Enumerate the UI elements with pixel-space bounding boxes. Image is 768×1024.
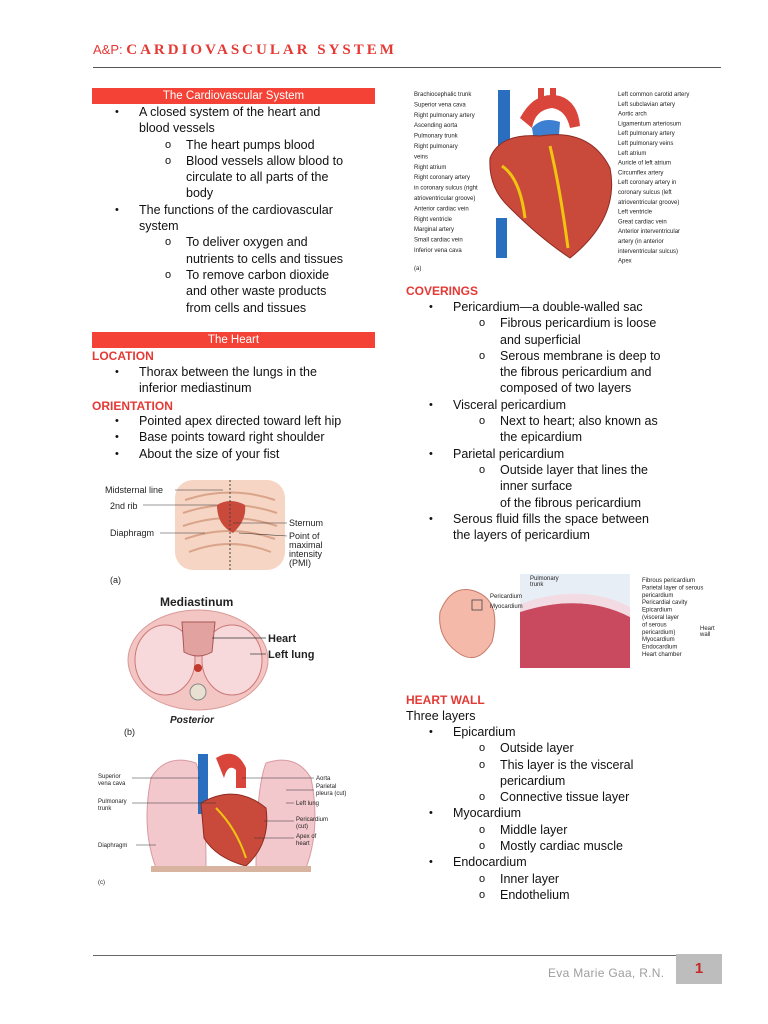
pericardium-label: of serous	[642, 622, 667, 629]
label-pmi-4: (PMI)	[289, 558, 311, 568]
label-pulm-trunk-2: trunk	[98, 806, 112, 812]
heart-left-label: Right coronary artery	[414, 175, 471, 182]
label-pmi-1: Point of	[289, 531, 320, 541]
list-item: blood vessels	[139, 121, 215, 136]
list-item: • Pericardium—a double-walled sac	[406, 299, 726, 315]
heart-wall-heading: HEART WALL	[406, 693, 485, 707]
label-midsternal: Midsternal line	[105, 485, 164, 495]
list-item: o Blood vessels allow blood to	[92, 153, 392, 169]
label-left-lung: Left lung	[296, 801, 320, 807]
aorta-vessel	[216, 754, 246, 788]
heart-right-label: Ligamentum arteriosum	[618, 121, 682, 128]
heart-left-label: veins	[414, 154, 429, 161]
list-item: the epicardium	[500, 430, 582, 445]
list-item: the fibrous pericardium and	[500, 365, 652, 380]
label-diaphragm: Diaphragm	[98, 843, 128, 849]
label-pericardium-1: Pericardium	[296, 817, 329, 823]
heart-left-label: Ascending aorta	[414, 123, 458, 130]
label-apex-1: Apex of	[296, 834, 317, 840]
heart-right-label: Left pulmonary veins	[618, 141, 674, 147]
list-item: of the fibrous pericardium	[500, 495, 642, 510]
heart-fig-tag: (a)	[414, 266, 422, 272]
heart-left-label: Anterior cardiac vein	[414, 206, 469, 213]
pericardium-label: Endocardium	[642, 644, 678, 651]
fig-b-tag: (b)	[124, 727, 135, 737]
list-item: o Serous membrane is deep to	[406, 348, 726, 364]
heart-left-label: Right pulmonary	[414, 144, 458, 150]
list-item: o Next to heart; also known as	[406, 413, 726, 429]
label-heart-wall-2: wall	[700, 632, 711, 638]
label-svc-1: Superior	[98, 774, 121, 780]
heart-left-label: Right pulmonary artery	[414, 112, 475, 119]
label-diaphragm: Diaphragm	[110, 528, 155, 538]
list-item: • Visceral pericardium	[406, 397, 726, 413]
list-item: o Mostly cardiac muscle	[406, 838, 726, 854]
heart-left-label: Small cardiac vein	[414, 237, 463, 244]
location-list	[92, 364, 392, 397]
list-item: o To deliver oxygen and	[92, 234, 392, 250]
list-item: • Parietal pericardium	[406, 446, 726, 462]
pericardium-labels	[642, 578, 703, 658]
heart-right-label: Left coronary artery in	[618, 180, 677, 187]
list-item: inferior mediastinum	[139, 381, 252, 396]
list-item: pericardium	[500, 773, 566, 788]
label-pulm-2: trunk	[530, 582, 544, 588]
banner-the-heart: The Heart	[92, 332, 375, 348]
heart-right-label: artery (in anterior	[618, 239, 664, 245]
label-sternum: Sternum	[289, 518, 324, 528]
label-2nd-rib: 2nd rib	[110, 501, 138, 511]
header-divider	[93, 67, 721, 68]
thorax-heart-figure	[96, 748, 366, 890]
list-item: circulate to all parts of the	[186, 170, 329, 185]
heart-right-label: Auricle of left atrium	[618, 160, 672, 167]
list-item: o Connective tissue layer	[406, 789, 726, 805]
label-svc-2: vena cava	[98, 781, 126, 787]
heart-left-label: atrioventricular groove)	[414, 196, 476, 202]
list-item: • Thorax between the lungs in the	[92, 364, 392, 380]
fig-c-tag: (c)	[98, 880, 105, 886]
page-number: 1	[676, 954, 722, 984]
heart-right-label: Circumflex artery	[618, 170, 664, 177]
heart-icon	[182, 622, 215, 656]
label-parietal-2: pleura (cut)	[316, 791, 347, 797]
list-item: o This layer is the visceral	[406, 757, 726, 773]
aorta-icon	[194, 664, 202, 672]
list-item: • Pointed apex directed toward left hip	[92, 413, 392, 429]
heart-left-labels	[414, 92, 478, 254]
pericardium-label: Fibrous pericardium	[642, 578, 696, 584]
heart-right-label: Aortic arch	[618, 111, 647, 118]
heart-right-label: Left pulmonary artery	[618, 131, 675, 138]
label-pericardium: Pericardium	[490, 594, 523, 600]
heart-left-label: Right atrium	[414, 164, 447, 171]
orientation-list	[92, 413, 392, 462]
cv-system-list	[92, 104, 392, 316]
label-pmi-2: maximal	[289, 540, 323, 550]
heart-wall-intro: Three layers	[406, 709, 476, 723]
label-pulm-1: Pulmonary	[530, 576, 559, 582]
orientation-heading: ORIENTATION	[92, 399, 173, 413]
chest-figure	[105, 475, 355, 590]
list-item: body	[186, 186, 214, 201]
heart-right-label: coronary sulcus (left	[618, 190, 672, 196]
pericardium-label: Epicardium	[642, 607, 673, 614]
location-heading: LOCATION	[92, 349, 154, 363]
heart-right-label: Left ventricle	[618, 209, 653, 216]
heart-left-label: Right ventricle	[414, 216, 453, 223]
heart-right-labels	[618, 92, 689, 265]
label-pmi-3: intensity	[289, 549, 323, 559]
pericardium-label: pericardium	[642, 592, 674, 599]
list-item: • Epicardium	[406, 724, 726, 740]
diaphragm-shape	[151, 866, 311, 872]
heart-right-label: atrioventricular groove)	[618, 199, 680, 206]
list-item: o Outside layer	[406, 740, 726, 756]
header-prefix: A&P:	[93, 42, 127, 57]
list-item: the layers of pericardium	[453, 528, 590, 543]
list-item: • Myocardium	[406, 805, 726, 821]
pericardium-label: Parietal layer of serous	[642, 585, 704, 592]
pericardium-label: Pericardial cavity	[642, 600, 688, 607]
coverings-heading: COVERINGS	[406, 284, 479, 298]
pericardium-label: Heart chamber	[642, 652, 682, 658]
heart-left-label: in coronary sulcus (right	[414, 185, 478, 192]
heart-right-label: Anterior interventricular	[618, 229, 681, 236]
heart-left-label: Pulmonary trunk	[414, 133, 458, 140]
heart-right-label: Left common carotid artery	[618, 92, 690, 98]
list-item: and superficial	[500, 332, 581, 347]
label-posterior: Posterior	[170, 715, 214, 726]
list-item: • A closed system of the heart and	[92, 104, 392, 120]
list-item: inner surface	[500, 479, 573, 494]
vertebra-icon	[190, 684, 206, 700]
list-item: composed of two layers	[500, 381, 632, 396]
label-parietal-1: Parietal	[316, 784, 337, 790]
pericardium-label: Myocardium	[642, 637, 675, 644]
list-item: o Middle layer	[406, 822, 726, 838]
heart-outline-icon	[440, 590, 495, 658]
list-item: o Outside layer that lines the	[406, 462, 726, 478]
list-item: o Inner layer	[406, 871, 726, 887]
fig-a-tag: (a)	[110, 575, 121, 585]
heart-anatomy-figure	[410, 88, 710, 274]
label-aorta: Aorta	[316, 776, 331, 782]
list-item: and other waste products	[186, 284, 327, 299]
right-lung-shape	[147, 760, 206, 868]
heart-right-label: interventricular sulcus)	[618, 248, 679, 255]
list-item: system	[139, 219, 179, 234]
footer-author: Eva Marie Gaa, R.N.	[548, 966, 665, 980]
header-title: CARDIOVASCULAR SYSTEM	[126, 42, 397, 58]
list-item: o The heart pumps blood	[92, 137, 392, 153]
heart-left-label: Superior vena cava	[414, 102, 466, 109]
list-item: nutrients to cells and tissues	[186, 251, 344, 266]
list-item: • Base points toward right shoulder	[92, 429, 392, 445]
label-pulm-trunk-1: Pulmonary	[98, 799, 127, 805]
label-mediastinum: Mediastinum	[160, 595, 234, 609]
label-left-lung: Left lung	[268, 649, 315, 661]
label-heart: Heart	[268, 633, 297, 645]
ivc-vessel	[496, 218, 507, 258]
myocardium-layer	[520, 603, 630, 668]
heart-right-label: Apex	[618, 258, 632, 265]
list-item: from cells and tissues	[186, 300, 307, 315]
list-item: o To remove carbon dioxide	[92, 267, 392, 283]
heart-left-label: Inferior vena cava	[414, 248, 462, 254]
list-item: • The functions of the cardiovascular	[92, 202, 392, 218]
list-item: o Endothelium	[406, 887, 726, 903]
list-item: o Fibrous pericardium is loose	[406, 315, 726, 331]
page-header	[93, 42, 397, 59]
pericardium-label: pericardium)	[642, 629, 676, 636]
heart-left-label: Brachiocephalic trunk	[414, 92, 472, 98]
heart-wall-list	[406, 724, 726, 903]
list-item: • Endocardium	[406, 854, 726, 870]
heart-left-label: Marginal artery	[414, 227, 455, 234]
footer-divider	[93, 955, 721, 956]
mediastinum-figure	[120, 592, 360, 742]
pericardium-figure	[432, 572, 722, 672]
coverings-list	[406, 299, 726, 543]
heart-right-label: Great cardiac vein	[618, 219, 667, 226]
banner-cardiovascular-system: The Cardiovascular System	[92, 88, 375, 104]
label-pericardium-2: (cut)	[296, 824, 308, 830]
pericardium-label: (visceral layer	[642, 615, 680, 621]
list-item: • About the size of your fist	[92, 446, 392, 462]
heart-right-label: Left subclavian artery	[618, 101, 676, 108]
heart-right-label: Left atrium	[618, 150, 647, 157]
list-item: • Serous fluid fills the space between	[406, 511, 726, 527]
label-heart-wall-1: Heart	[700, 626, 715, 632]
label-myocardium: Myocardium	[490, 604, 523, 610]
label-apex-2: heart	[296, 841, 310, 847]
